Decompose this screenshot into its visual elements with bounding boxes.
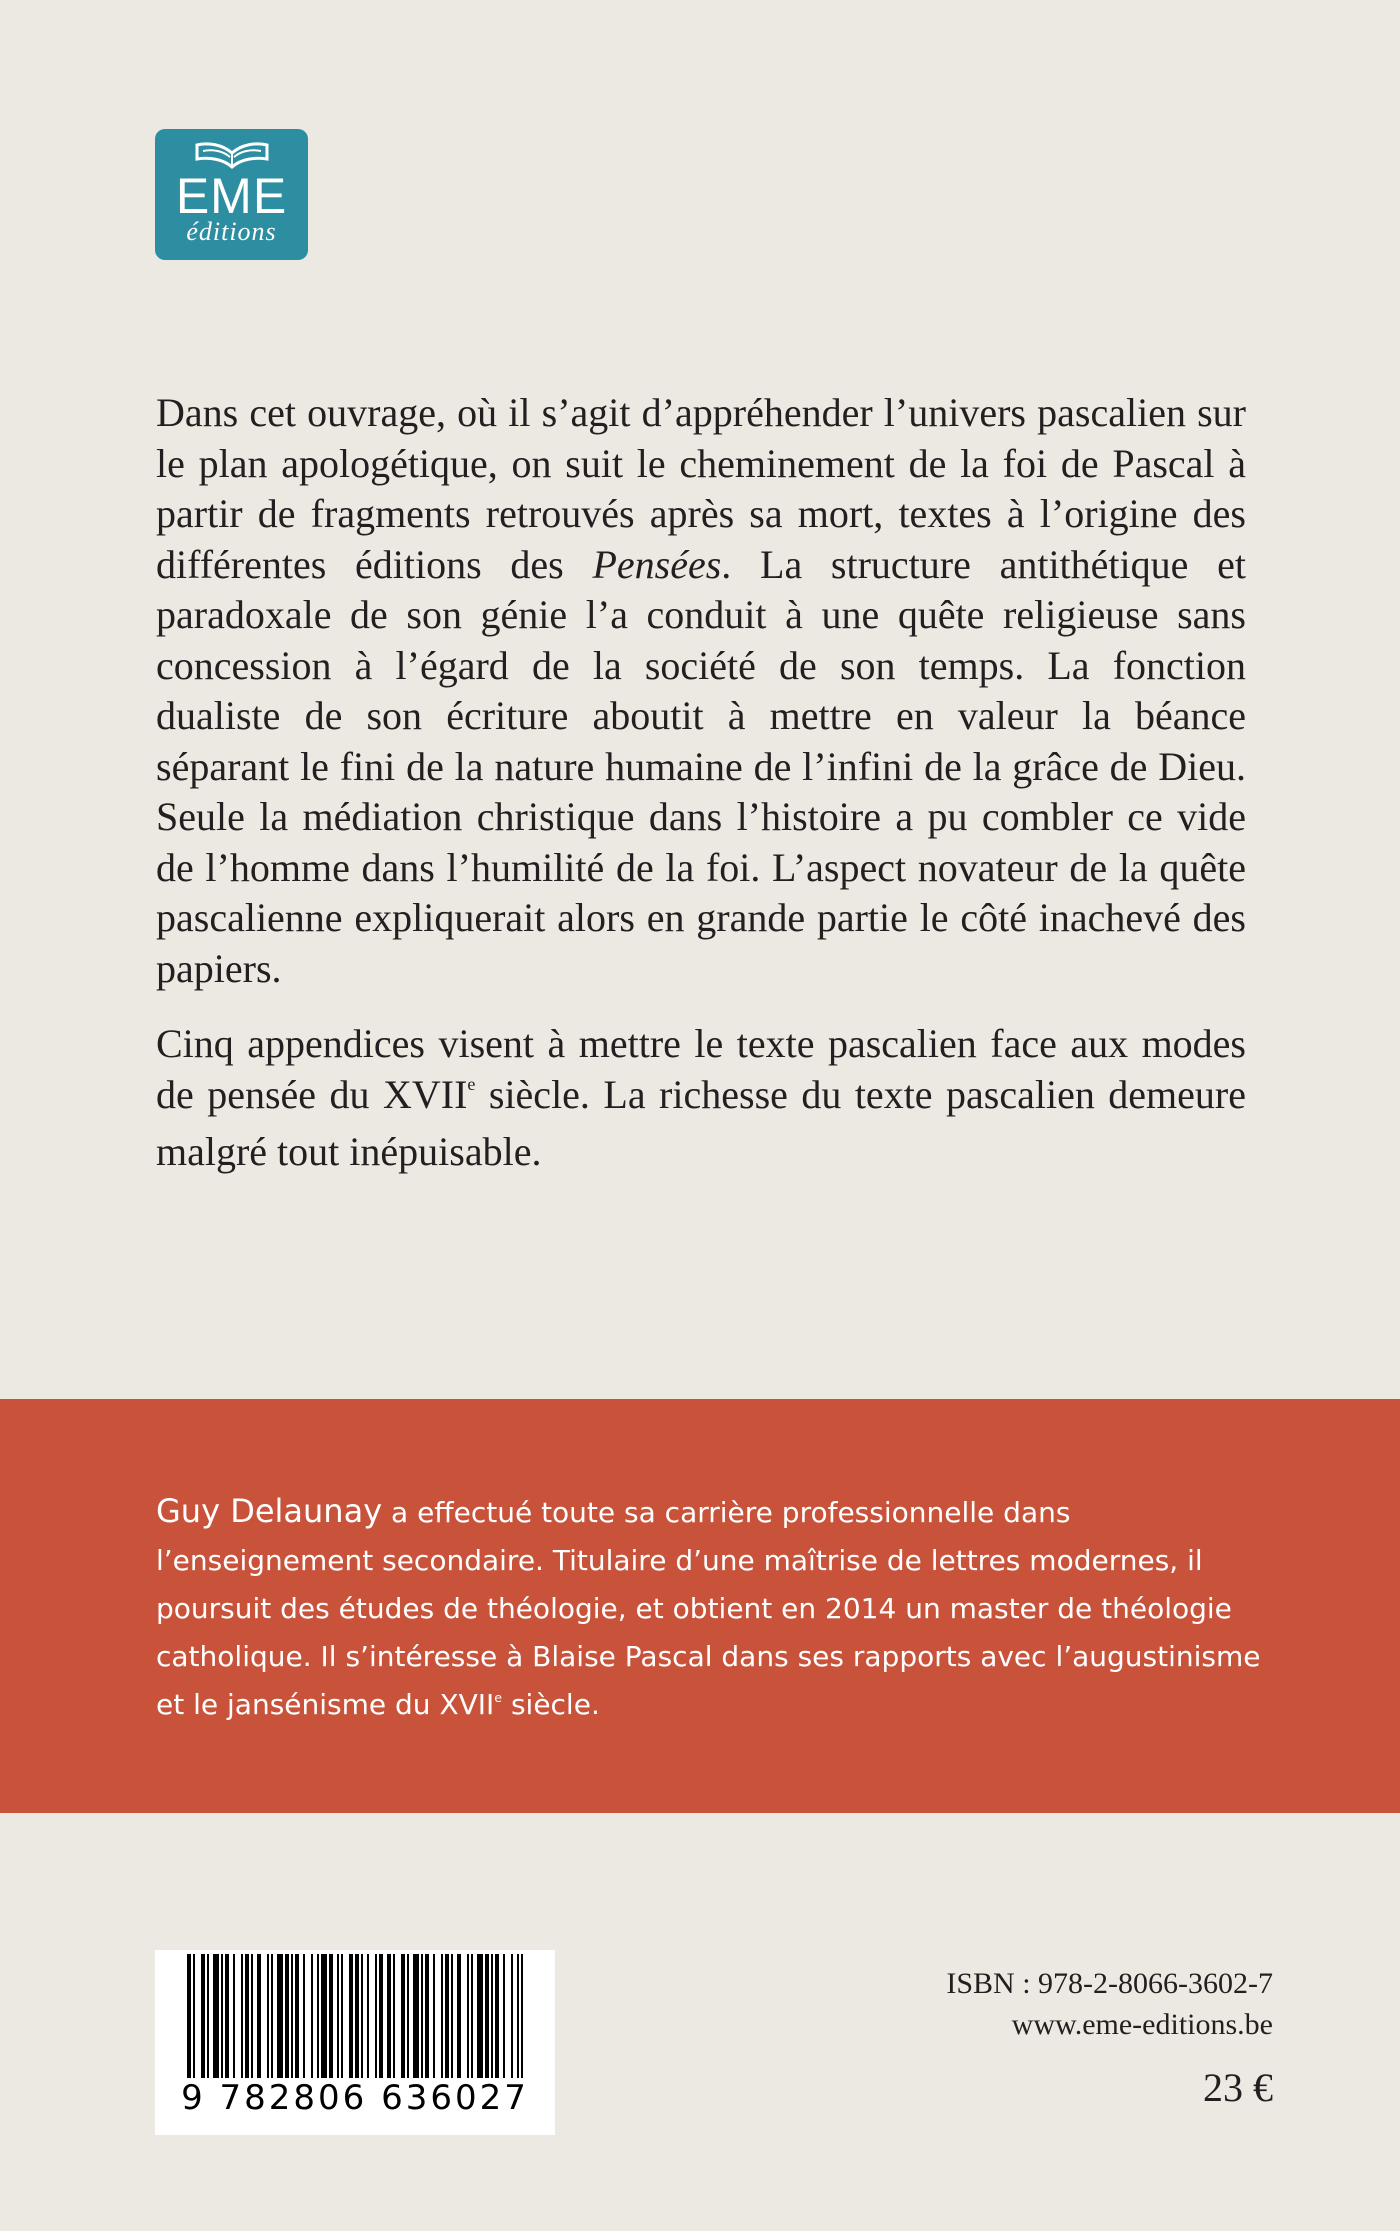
barcode-bar — [207, 1954, 209, 2078]
barcode-bar — [225, 1954, 229, 2078]
barcode-bar — [433, 1954, 435, 2078]
barcode-bar — [337, 1954, 339, 2078]
barcode-bar — [187, 1954, 191, 2078]
author-name: Guy Delaunay — [156, 1492, 383, 1530]
barcode-bar — [495, 1954, 499, 2078]
barcode-bar — [295, 1954, 299, 2078]
book-title-emphasis: Pensées — [592, 541, 722, 587]
author-bio-band — [0, 1399, 1400, 1813]
summary-paragraph-2 — [156, 1019, 1246, 1178]
bio-text: a effectué toute sa carrière professionnelle dans l’enseignement secondaire. Titulaire d’une maîtrise de lettres modernes, il poursuit des études de théologie, et obtient en 2014 un master de théologie catholique. Il s’intéresse à Blaise Pascal dans ses rapports avec l’augustinisme et le jansénisme du XVII — [156, 1496, 1261, 1721]
barcode-bar — [321, 1954, 327, 2078]
barcode-bar — [471, 1954, 473, 2078]
barcode-bar — [503, 1954, 505, 2078]
summary-text: Dans cet ouvrage, où il s’agit d’appréhender l’univers pascalien sur le plan apologétique, on suit le cheminement de la foi de Pascal à partir de fragments retrouvés après sa mort, textes à l’origine des différentes éditions des — [156, 390, 1246, 587]
barcode-bar — [267, 1954, 269, 2078]
barcode-bar — [451, 1954, 453, 2078]
barcode-bar — [291, 1954, 293, 2078]
superscript: e — [467, 1074, 476, 1095]
price: 23 € — [1203, 2065, 1273, 2110]
book-summary — [156, 388, 1246, 1178]
barcode-bar — [213, 1954, 219, 2078]
barcode-bar — [393, 1954, 395, 2078]
barcode-bar — [413, 1954, 419, 2078]
isbn: ISBN : 978-2-8066-3602-7 — [946, 1967, 1273, 2000]
logo-subtitle: éditions — [186, 217, 277, 246]
barcode-bar — [201, 1954, 205, 2078]
barcode-bar — [387, 1954, 391, 2078]
barcode-bar — [285, 1954, 289, 2078]
publisher-logo — [155, 129, 308, 260]
barcode-bar — [317, 1954, 319, 2078]
barcode-bar — [251, 1954, 253, 2078]
barcode-bar — [193, 1954, 195, 2078]
barcode-bar — [361, 1954, 363, 2078]
barcode-bar — [425, 1954, 429, 2078]
barcode-bar — [341, 1954, 343, 2078]
barcode-digits: 9 782806 636027 — [181, 2078, 529, 2118]
barcode-bar — [517, 1954, 519, 2078]
barcode-bar — [477, 1954, 483, 2078]
barcode-bar — [511, 1954, 513, 2078]
barcode-bar — [407, 1954, 409, 2078]
barcode-bar — [401, 1954, 405, 2078]
summary-text: siècle. La richesse du texte pascalien demeure malgré tout inépuisable. — [156, 1071, 1246, 1174]
superscript: e — [494, 1690, 503, 1706]
website: www.eme-editions.be — [1011, 2008, 1273, 2041]
barcode-bar — [303, 1954, 305, 2078]
barcode-bar — [271, 1954, 273, 2078]
barcode-bar — [375, 1954, 377, 2078]
barcode-bar — [311, 1954, 313, 2078]
barcode-bars — [187, 1954, 523, 2078]
barcode-bar — [467, 1954, 469, 2078]
barcode-bar — [329, 1954, 333, 2078]
barcode-bar — [257, 1954, 261, 2078]
summary-paragraph-1 — [156, 388, 1246, 994]
barcode-bar — [521, 1954, 523, 2078]
barcode-bar — [491, 1954, 493, 2078]
barcode-bar — [221, 1954, 223, 2078]
barcode-bar — [355, 1954, 359, 2078]
barcode-bar — [485, 1954, 489, 2078]
barcode-bar — [241, 1954, 243, 2078]
barcode-bar — [349, 1954, 353, 2078]
bio-text: siècle. — [502, 1688, 600, 1721]
author-bio — [156, 1487, 1266, 1734]
barcode — [155, 1950, 555, 2135]
barcode-bar — [441, 1954, 443, 2078]
summary-text: . La structure antithétique et paradoxale de son génie l’a conduit à une quête religieuse sans concession à l’égard de la société de son temps. La fonction dualiste de son écriture aboutit à mettre en valeur la béance séparant le fini de la nature humaine de l’infini de la grâce de Dieu. Seule la médiation christique dans l’histoire a pu combler ce vide de l’homme dans l’humilité de la foi. L’aspect novateur de la quête pascalienne expliquerait alors en grande partie le côté inachevé des papiers. — [156, 541, 1246, 991]
barcode-bar — [457, 1954, 461, 2078]
summary-text: Cinq appendices visent à mettre le texte pascalien face aux modes de pensée du XVII — [156, 1021, 1246, 1117]
logo-wordmark: EME — [175, 168, 288, 224]
barcode-bar — [379, 1954, 383, 2078]
barcode-bar — [277, 1954, 283, 2078]
barcode-bar — [245, 1954, 249, 2078]
barcode-bar — [445, 1954, 449, 2078]
barcode-bar — [367, 1954, 369, 2078]
barcode-bar — [421, 1954, 423, 2078]
barcode-bar — [233, 1954, 235, 2078]
